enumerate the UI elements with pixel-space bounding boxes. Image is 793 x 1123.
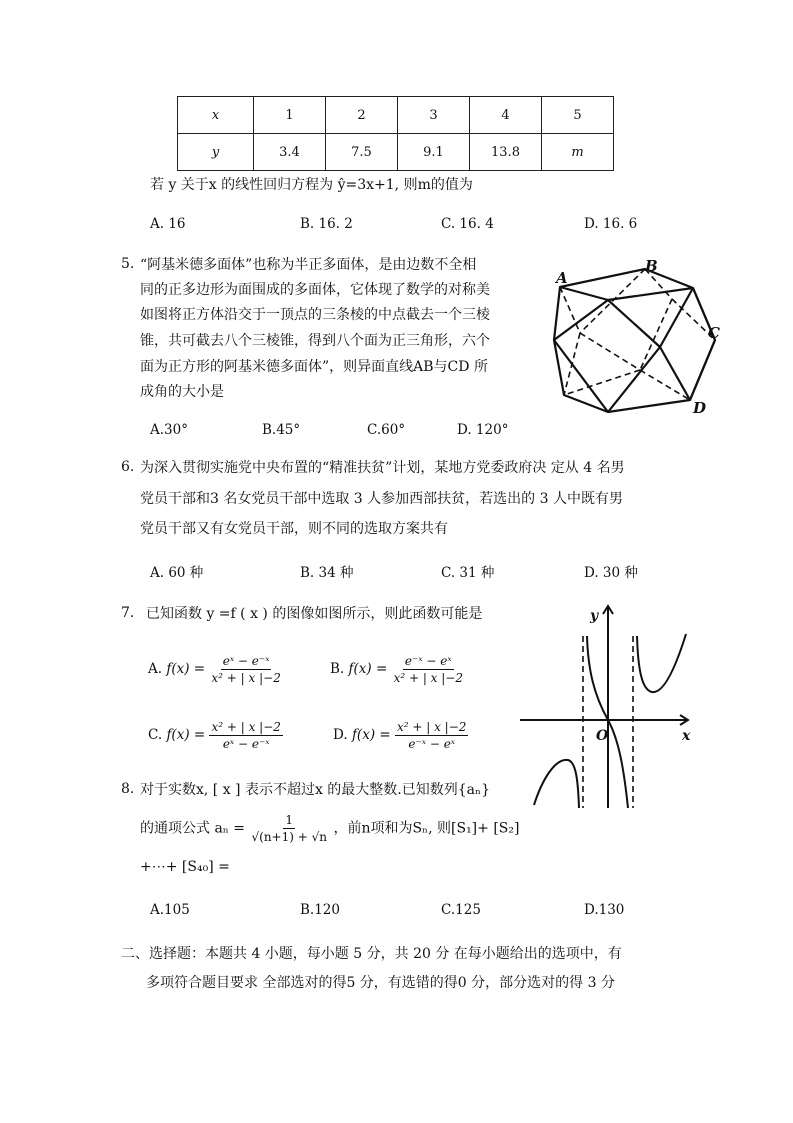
option-fx: f(x) = bbox=[166, 727, 206, 743]
q5-line: 同的正多边形为面围成的多面体，它体现了数学的对称美 bbox=[140, 282, 490, 298]
q7-option-c bbox=[148, 720, 283, 751]
q4-option-d: D. 16. 6 bbox=[584, 216, 638, 232]
q5-number: 5. bbox=[121, 256, 135, 272]
q6-number: 6. bbox=[121, 459, 135, 475]
data-table bbox=[177, 96, 614, 171]
q8-line2-pre: 的通项公式 aₙ = bbox=[140, 820, 246, 837]
option-fx: f(x) = bbox=[166, 661, 206, 677]
q6-option-d: D. 30 种 bbox=[584, 565, 638, 581]
q4-stem: 若 y 关于x 的线性回归方程为 ŷ=3x+1, 则m的值为 bbox=[150, 177, 473, 193]
option-label: A. bbox=[148, 661, 163, 677]
vertex-label-d: D bbox=[693, 399, 707, 417]
q6-option-b: B. 34 种 bbox=[300, 565, 354, 581]
table-cell: y bbox=[178, 134, 254, 171]
q6-line: 为深入贯彻实施党中央布置的“精准扶贫”计划，某地方党委政府决 定从 4 名男 bbox=[140, 460, 625, 476]
q6-option-c: C. 31 种 bbox=[441, 565, 495, 581]
table-cell: 5 bbox=[542, 97, 614, 134]
q8-option-d: D.130 bbox=[584, 902, 625, 918]
option-fraction bbox=[209, 654, 282, 685]
q8-option-c: C.125 bbox=[441, 902, 481, 918]
q8-line2 bbox=[140, 813, 519, 844]
q6-option-a: A. 60 种 bbox=[150, 565, 204, 581]
option-label: C. bbox=[148, 727, 163, 743]
option-fx: f(x) = bbox=[351, 727, 391, 743]
q5-option-d: D. 120° bbox=[457, 422, 509, 438]
option-fx: f(x) = bbox=[348, 661, 388, 677]
vertex-label-a: A bbox=[556, 269, 568, 287]
q5-option-b: B.45° bbox=[262, 422, 301, 438]
fraction-denominator: √(n+1) + √n bbox=[251, 830, 327, 844]
vertex-label-c: C bbox=[708, 324, 720, 342]
q4-option-c: C. 16. 4 bbox=[441, 216, 494, 232]
fraction-numerator: 1 bbox=[285, 813, 294, 827]
vertex-label-b: B bbox=[645, 257, 658, 275]
q6-line: 党员干部又有女党员干部，则不同的选取方案共有 bbox=[140, 521, 448, 537]
q4-option-a: A. 16 bbox=[150, 216, 186, 232]
origin-label: O bbox=[596, 728, 609, 744]
q8-option-b: B.120 bbox=[300, 902, 340, 918]
curve-left-branch bbox=[534, 760, 579, 808]
q5-line: 如图将正方体沿交于一顶点的三条棱的中点截去一个三棱 bbox=[140, 307, 490, 323]
function-graph bbox=[520, 600, 700, 810]
q7-number: 7. bbox=[121, 605, 135, 621]
fraction-denominator: eˣ − e⁻ˣ bbox=[222, 737, 270, 751]
q8-line: +⋯+ [S₄₀] = bbox=[140, 859, 230, 875]
q5-option-a: A.30° bbox=[150, 422, 188, 438]
table-row bbox=[178, 134, 614, 171]
fraction-denominator: x² + | x |−2 bbox=[211, 671, 281, 685]
table-cell: 2 bbox=[326, 97, 398, 134]
q6-line: 党员干部和3 名女党员干部中选取 3 人参加西部扶贫，若选出的 3 人中既有男 bbox=[140, 491, 623, 507]
q7-option-b bbox=[330, 654, 465, 685]
table-cell: 13.8 bbox=[470, 134, 542, 171]
table-row bbox=[178, 97, 614, 134]
q8-option-a: A.105 bbox=[150, 902, 190, 918]
q4-option-b: B. 16. 2 bbox=[300, 216, 353, 232]
fraction-numerator: x² + | x |−2 bbox=[211, 720, 281, 734]
table-cell: 9.1 bbox=[398, 134, 470, 171]
q5-option-c: C.60° bbox=[367, 422, 406, 438]
q8-fraction bbox=[250, 813, 330, 844]
q5-line: 锥，共可截去八个三棱锥，得到八个面为正三角形，六个 bbox=[140, 333, 490, 349]
table-cell: 7.5 bbox=[326, 134, 398, 171]
q8-line2-post: ，前n项和为Sₙ, 则[S₁]+ [S₂] bbox=[333, 820, 520, 837]
q8-number: 8. bbox=[121, 781, 135, 797]
section2-heading: 二、选择题：本题共 4 小题，每小题 5 分，共 20 分 在每小题给出的选项中，有 bbox=[121, 946, 622, 962]
table-cell: 4 bbox=[470, 97, 542, 134]
option-label: B. bbox=[330, 661, 345, 677]
section2-line: 多项符合题目要求 全部选对的得5 分，有选错的得0 分，部分选对的得 3 分 bbox=[146, 975, 615, 991]
table-cell: 3 bbox=[398, 97, 470, 134]
fraction-numerator: eˣ − e⁻ˣ bbox=[222, 654, 270, 668]
curve-right-branch bbox=[637, 634, 686, 692]
option-fraction bbox=[395, 720, 468, 751]
q7-stem: 已知函数 y =f ( x ) 的图像如图所示，则此函数可能是 bbox=[146, 606, 483, 622]
fraction-numerator: e⁻ˣ − eˣ bbox=[404, 654, 452, 668]
q7-option-d bbox=[333, 720, 468, 751]
x-axis-label: x bbox=[682, 728, 691, 744]
fraction-denominator: x² + | x |−2 bbox=[393, 671, 463, 685]
q5-line: “阿基米德多面体”也称为半正多面体，是由边数不全相 bbox=[140, 257, 477, 273]
table-cell: 1 bbox=[254, 97, 326, 134]
polyhedron-figure bbox=[550, 255, 730, 425]
table-cell: 3.4 bbox=[254, 134, 326, 171]
option-fraction bbox=[209, 720, 282, 751]
q5-line: 成角的大小是 bbox=[140, 384, 224, 400]
q5-line: 面为正方形的阿基米德多面体”，则异面直线AB与CD 所 bbox=[140, 359, 488, 375]
y-axis-label: y bbox=[590, 608, 599, 624]
table-cell: x bbox=[178, 97, 254, 134]
table-cell: m bbox=[542, 134, 614, 171]
q7-option-a bbox=[148, 654, 283, 685]
fraction-numerator: x² + | x |−2 bbox=[396, 720, 467, 734]
option-label: D. bbox=[333, 727, 348, 743]
q8-line: 对于实数x, [ x ] 表示不超过x 的最大整数.已知数列{aₙ} bbox=[140, 782, 490, 798]
fraction-denominator: e⁻ˣ − eˣ bbox=[408, 737, 456, 751]
option-fraction bbox=[392, 654, 465, 685]
